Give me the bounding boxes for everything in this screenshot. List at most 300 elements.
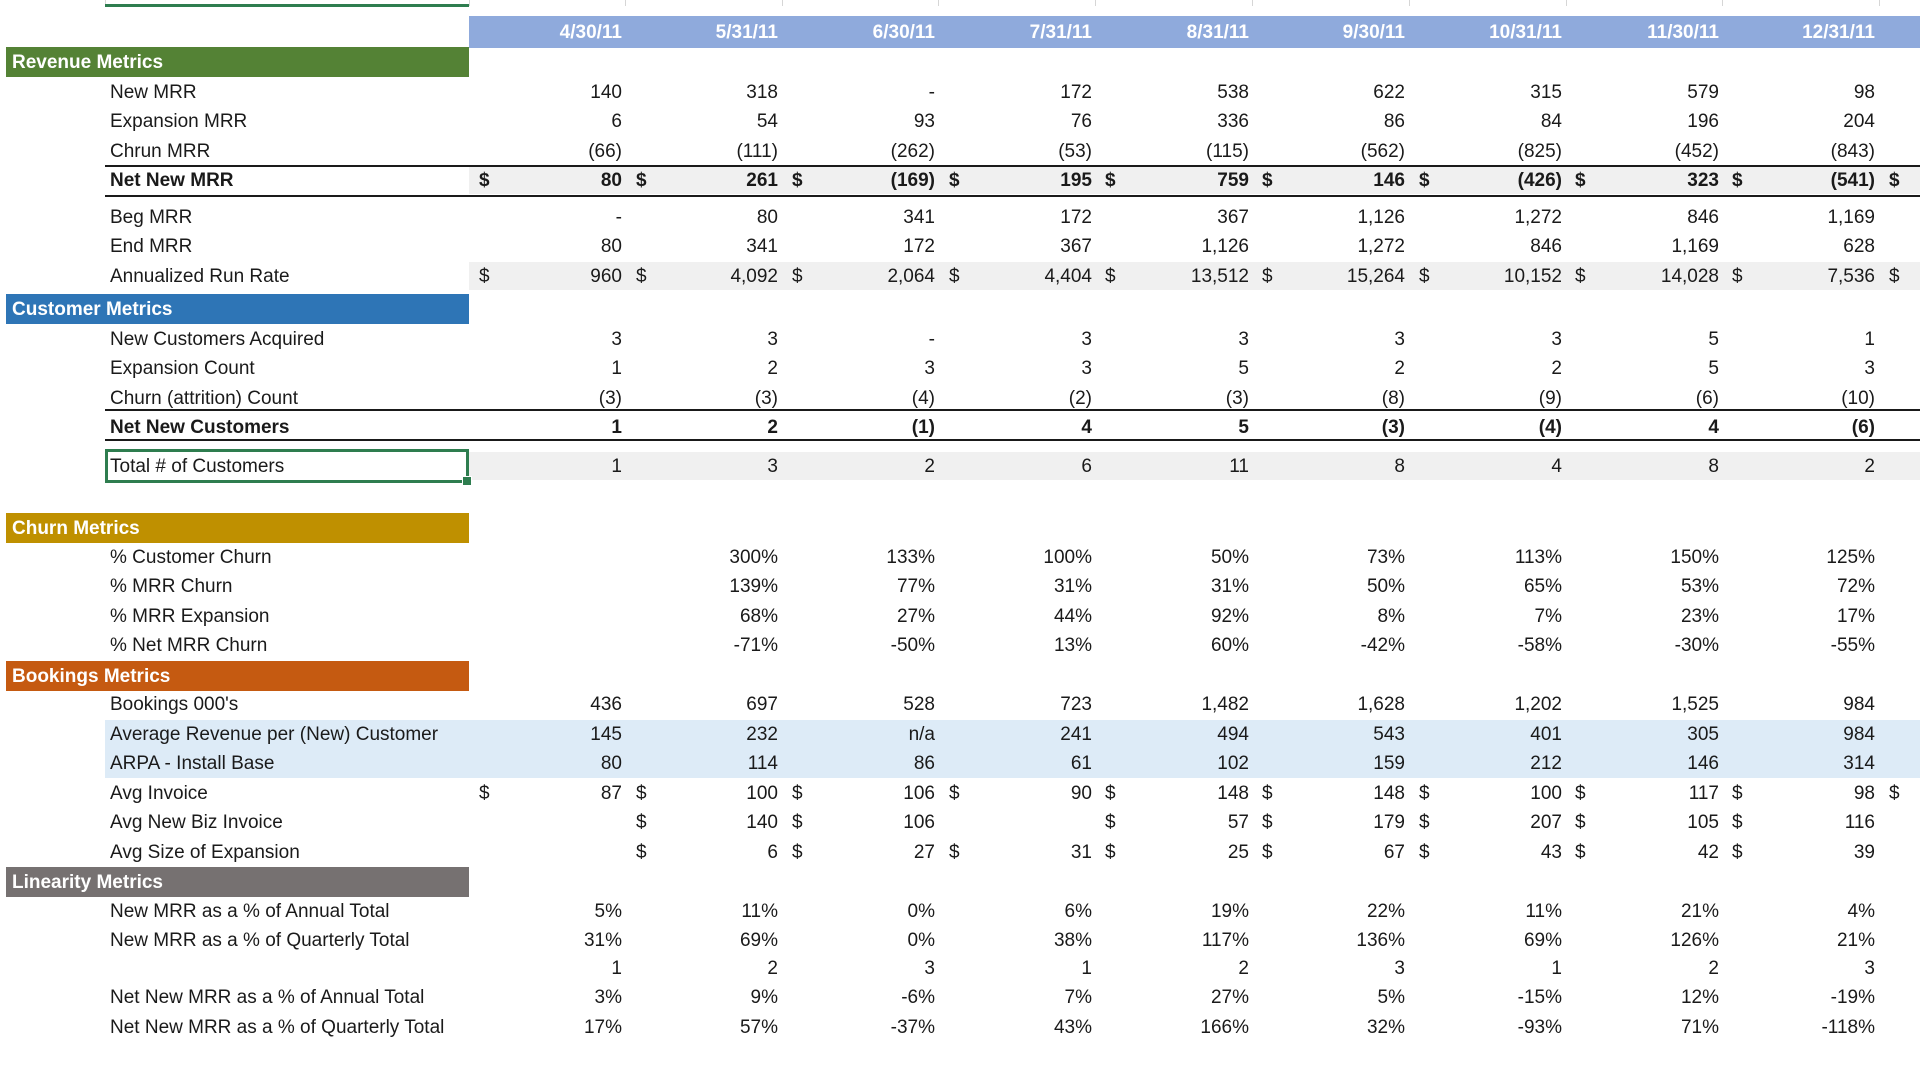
cell[interactable]: (6) [1851, 417, 1875, 438]
cell[interactable]: 50% [1366, 576, 1405, 597]
cell[interactable]: 10,152 [1503, 266, 1562, 287]
cell[interactable]: 11 [1229, 456, 1249, 477]
cell[interactable]: 212 [1530, 753, 1562, 774]
cell[interactable]: 93 [913, 111, 935, 132]
cell[interactable]: 241 [1060, 724, 1092, 745]
row-label[interactable]: Expansion MRR [110, 111, 248, 132]
cell[interactable]: 148 [1217, 783, 1249, 804]
cell[interactable]: 3 [1394, 958, 1405, 979]
cell[interactable]: 172 [903, 236, 935, 257]
section-header-revenue[interactable]: Revenue Metrics [6, 47, 469, 77]
cell[interactable]: 21% [1680, 901, 1719, 922]
cell[interactable]: (8) [1381, 388, 1405, 409]
row-label[interactable]: Churn (attrition) Count [110, 388, 298, 409]
cell[interactable]: n/a [908, 724, 935, 745]
cell[interactable]: 305 [1687, 724, 1719, 745]
row-label[interactable]: % MRR Churn [110, 576, 233, 597]
cell[interactable]: 9% [750, 987, 778, 1008]
cell[interactable]: 6 [767, 842, 778, 863]
cell[interactable]: 759 [1217, 170, 1249, 191]
cell[interactable]: 73% [1366, 547, 1405, 568]
cell[interactable]: 172 [1060, 82, 1092, 103]
cell[interactable]: (4) [1538, 417, 1562, 438]
cell[interactable]: (452) [1674, 141, 1719, 162]
cell[interactable]: 318 [746, 82, 778, 103]
cell[interactable]: 204 [1843, 111, 1875, 132]
cell[interactable]: 31% [1210, 576, 1249, 597]
cell[interactable]: 3 [767, 456, 778, 477]
cell[interactable]: 65% [1523, 576, 1562, 597]
cell[interactable]: 44% [1053, 606, 1092, 627]
cell[interactable]: 579 [1687, 82, 1719, 103]
cell[interactable]: 196 [1687, 111, 1719, 132]
cell[interactable]: (3) [754, 388, 778, 409]
cell[interactable]: 1,202 [1514, 694, 1562, 715]
cell[interactable]: 4 [1551, 456, 1562, 477]
cell[interactable]: 7% [1534, 606, 1562, 627]
cell[interactable]: 622 [1373, 82, 1405, 103]
cell[interactable]: 232 [746, 724, 778, 745]
cell[interactable]: -93% [1517, 1017, 1562, 1038]
cell[interactable]: 8 [1708, 456, 1719, 477]
cell[interactable]: 6% [1064, 901, 1092, 922]
row-label[interactable]: Net New Customers [110, 417, 290, 438]
cell[interactable]: (111) [736, 141, 778, 162]
cell[interactable]: -15% [1517, 987, 1562, 1008]
cell[interactable]: (825) [1517, 141, 1562, 162]
cell[interactable]: 528 [903, 694, 935, 715]
cell[interactable]: 39 [1853, 842, 1875, 863]
cell[interactable]: 100 [746, 783, 778, 804]
cell[interactable]: 543 [1373, 724, 1405, 745]
cell[interactable]: -58% [1517, 635, 1562, 656]
cell[interactable]: 133% [886, 547, 935, 568]
cell[interactable]: 136% [1356, 930, 1405, 951]
cell[interactable]: 50% [1210, 547, 1249, 568]
cell[interactable]: 315 [1530, 82, 1562, 103]
row-pct-customer-churn [0, 543, 1920, 572]
cell[interactable]: 3 [1394, 329, 1405, 350]
cell[interactable]: (3) [1381, 417, 1405, 438]
cell[interactable]: 106 [903, 783, 935, 804]
cell[interactable]: 1,482 [1201, 694, 1249, 715]
cell[interactable]: 43% [1053, 1017, 1092, 1038]
currency-symbol: $ [1419, 812, 1430, 833]
cell[interactable]: 60% [1210, 635, 1249, 656]
cell[interactable]: 367 [1217, 207, 1249, 228]
cell[interactable]: (53) [1058, 141, 1092, 162]
cell[interactable]: 2 [767, 358, 778, 379]
cell[interactable]: 87 [600, 783, 622, 804]
section-header-churn[interactable]: Churn Metrics [6, 513, 469, 543]
cell[interactable]: 27% [1210, 987, 1249, 1008]
cell[interactable]: 68% [739, 606, 778, 627]
cell[interactable]: 13,512 [1190, 266, 1249, 287]
cell[interactable]: 21% [1836, 930, 1875, 951]
cell[interactable]: 3 [1551, 329, 1562, 350]
cell[interactable]: 146 [1373, 170, 1405, 191]
cell[interactable]: - [928, 82, 935, 103]
cell[interactable] [492, 631, 622, 660]
cell[interactable]: 6 [1081, 456, 1092, 477]
period-header-5[interactable]: 9/30/11 [1342, 22, 1405, 43]
cell[interactable]: 984 [1843, 724, 1875, 745]
cell[interactable]: 2 [1708, 958, 1719, 979]
cell[interactable]: 146 [1687, 753, 1719, 774]
cell[interactable]: 4,404 [1044, 266, 1092, 287]
cell[interactable]: 1,525 [1671, 694, 1719, 715]
cell[interactable]: 846 [1530, 236, 1562, 257]
cell[interactable]: 145 [590, 724, 622, 745]
cell[interactable]: 5% [1377, 987, 1405, 1008]
currency-symbol: $ [1105, 842, 1116, 863]
cell[interactable]: 100 [1530, 783, 1562, 804]
cell[interactable]: 336 [1217, 111, 1249, 132]
cell[interactable]: 125% [1826, 547, 1875, 568]
cell[interactable]: (843) [1830, 141, 1875, 162]
cell[interactable]: 27 [913, 842, 935, 863]
period-header-4[interactable]: 8/31/11 [1186, 22, 1249, 43]
cell[interactable]: 105 [1687, 812, 1719, 833]
cell[interactable]: 98 [1853, 82, 1875, 103]
cell[interactable]: 22% [1366, 901, 1405, 922]
cell[interactable]: 1,169 [1827, 207, 1875, 228]
cell[interactable]: 1 [1864, 329, 1875, 350]
cell[interactable]: 341 [903, 207, 935, 228]
row-label[interactable]: Beg MRR [110, 207, 193, 228]
row-label[interactable]: % Customer Churn [110, 547, 272, 568]
cell[interactable]: 5 [1708, 358, 1719, 379]
cell[interactable]: 159 [1373, 753, 1405, 774]
cell[interactable]: 3 [1864, 358, 1875, 379]
cell[interactable]: 32% [1366, 1017, 1405, 1038]
cell[interactable]: -118% [1821, 1017, 1875, 1038]
cell[interactable]: 367 [1060, 236, 1092, 257]
cell[interactable]: 984 [1843, 694, 1875, 715]
cell[interactable]: 3 [767, 329, 778, 350]
cell[interactable] [492, 602, 622, 631]
cell[interactable]: 341 [746, 236, 778, 257]
period-header-3[interactable]: 7/31/11 [1029, 22, 1092, 43]
cell[interactable]: 31% [583, 930, 622, 951]
currency-symbol: $ [949, 783, 960, 804]
cell[interactable]: 697 [746, 694, 778, 715]
row-label[interactable]: Bookings 000's [110, 694, 239, 715]
cell[interactable]: (169) [890, 170, 935, 191]
cell[interactable]: 139% [729, 576, 778, 597]
cell[interactable]: 172 [1060, 207, 1092, 228]
cell[interactable]: 1 [611, 358, 622, 379]
cell[interactable]: 538 [1217, 82, 1249, 103]
row-label[interactable]: End MRR [110, 236, 193, 257]
currency-symbol: $ [1575, 842, 1586, 863]
cell[interactable]: 54 [756, 111, 778, 132]
cell[interactable]: 195 [1060, 170, 1092, 191]
cell[interactable]: 1,272 [1357, 236, 1405, 257]
cell[interactable]: 323 [1687, 170, 1719, 191]
cell[interactable]: 25 [1227, 842, 1249, 863]
cell[interactable]: 80 [600, 753, 622, 774]
cell[interactable]: 42 [1697, 842, 1719, 863]
cell[interactable]: (541) [1830, 170, 1875, 191]
cell[interactable]: (2) [1068, 388, 1092, 409]
cell[interactable]: 2 [924, 456, 935, 477]
cell[interactable]: 0% [907, 901, 935, 922]
currency-symbol: $ [1732, 842, 1743, 863]
cell[interactable]: 126% [1670, 930, 1719, 951]
cell[interactable]: 8 [1394, 456, 1405, 477]
cell[interactable]: 31 [1070, 842, 1092, 863]
cell[interactable]: 2 [1864, 456, 1875, 477]
cell[interactable]: 80 [600, 236, 622, 257]
cell[interactable]: (3) [1225, 388, 1249, 409]
row-label[interactable]: New Customers Acquired [110, 329, 325, 350]
cell[interactable]: 84 [1540, 111, 1562, 132]
cell[interactable]: 61 [1070, 753, 1092, 774]
cell[interactable]: 3 [1081, 329, 1092, 350]
cell[interactable]: (262) [890, 141, 935, 162]
cell[interactable]: (115) [1206, 141, 1249, 162]
cell[interactable]: -71% [733, 635, 778, 656]
cell[interactable] [492, 838, 622, 867]
cell[interactable]: 5 [1708, 329, 1719, 350]
cell[interactable]: 846 [1687, 207, 1719, 228]
period-header-1[interactable]: 5/31/11 [715, 22, 778, 43]
cell[interactable]: 3 [611, 329, 622, 350]
cell[interactable]: 436 [590, 694, 622, 715]
row-label[interactable]: % Net MRR Churn [110, 635, 268, 656]
cell[interactable]: 19% [1210, 901, 1249, 922]
row-net-new-mrr [0, 166, 1920, 195]
cell[interactable]: 401 [1530, 724, 1562, 745]
cell[interactable]: 3 [924, 358, 935, 379]
cell[interactable]: - [928, 329, 935, 350]
row-quarter-index [0, 954, 1920, 983]
cell[interactable]: -37% [890, 1017, 935, 1038]
cell[interactable]: 92% [1210, 606, 1249, 627]
cell[interactable]: (3) [598, 388, 622, 409]
cell[interactable]: (562) [1360, 141, 1405, 162]
currency-symbol: $ [1732, 812, 1743, 833]
cell[interactable]: 1 [1081, 958, 1092, 979]
cell[interactable]: 117 [1688, 783, 1719, 804]
cell[interactable]: -50% [890, 635, 935, 656]
cell[interactable]: 1 [611, 456, 622, 477]
cell[interactable]: -55% [1830, 635, 1875, 656]
cell[interactable]: 5% [594, 901, 622, 922]
cell[interactable]: 106 [903, 812, 935, 833]
period-header-7[interactable]: 11/30/11 [1647, 22, 1719, 43]
cell[interactable]: 300% [729, 547, 778, 568]
cell[interactable]: 2 [1238, 958, 1249, 979]
cell[interactable]: 3 [1081, 358, 1092, 379]
cell[interactable]: -30% [1674, 635, 1719, 656]
cell[interactable]: 140 [590, 82, 622, 103]
cell[interactable]: 2 [767, 958, 778, 979]
row-beg-mrr [0, 203, 1920, 232]
cell[interactable]: 207 [1530, 812, 1562, 833]
cell[interactable]: 4 [1708, 417, 1719, 438]
cell[interactable]: 43 [1540, 842, 1562, 863]
row-label[interactable]: ARPA - Install Base [110, 753, 275, 774]
cell[interactable] [492, 543, 622, 572]
row-label[interactable]: Avg Invoice [110, 783, 208, 804]
cell[interactable]: (426) [1517, 170, 1562, 191]
cell[interactable]: 80 [756, 207, 778, 228]
cell[interactable]: (4) [911, 388, 935, 409]
row-label[interactable]: Total # of Customers [110, 456, 285, 477]
row-label[interactable]: New MRR as a % of Quarterly Total [110, 930, 410, 951]
cell[interactable]: 98 [1853, 783, 1875, 804]
cell[interactable]: -42% [1360, 635, 1405, 656]
cell[interactable]: 0% [907, 930, 935, 951]
cell[interactable]: 723 [1060, 694, 1092, 715]
cell[interactable]: 1,272 [1514, 207, 1562, 228]
cell[interactable]: 23% [1680, 606, 1719, 627]
period-header-8[interactable]: 12/31/11 [1802, 22, 1875, 43]
row-label[interactable]: % MRR Expansion [110, 606, 270, 627]
active-cell-selection[interactable] [105, 449, 469, 483]
cell[interactable]: 80 [600, 170, 622, 191]
cell[interactable]: 494 [1217, 724, 1249, 745]
cell[interactable]: (10) [1841, 388, 1875, 409]
cell[interactable]: 3% [594, 987, 622, 1008]
row-label[interactable]: Avg New Biz Invoice [110, 812, 283, 833]
cell[interactable]: 86 [1383, 111, 1405, 132]
cell[interactable]: (6) [1695, 388, 1719, 409]
section-header-customer[interactable]: Customer Metrics [6, 294, 469, 324]
row-label[interactable]: Net New MRR [110, 170, 234, 191]
row-label[interactable]: Net New MRR as a % of Annual Total [110, 987, 425, 1008]
section-header-bookings[interactable]: Bookings Metrics [6, 661, 469, 691]
row-label[interactable]: New MRR as a % of Annual Total [110, 901, 390, 922]
cell[interactable]: 86 [913, 753, 935, 774]
cell[interactable]: 2 [1394, 358, 1405, 379]
cell[interactable]: 140 [746, 812, 778, 833]
fill-handle[interactable] [462, 476, 472, 486]
cell[interactable]: 960 [590, 266, 622, 287]
row-label[interactable]: Net New MRR as a % of Quarterly Total [110, 1017, 445, 1038]
row-label[interactable]: Average Revenue per (New) Customer [110, 724, 439, 745]
cell[interactable]: 1 [611, 958, 622, 979]
cell[interactable]: 8% [1377, 606, 1405, 627]
cell[interactable]: 1,126 [1357, 207, 1405, 228]
cell[interactable]: 1 [611, 417, 622, 438]
row-label[interactable]: Expansion Count [110, 358, 255, 379]
section-header-linearity[interactable]: Linearity Metrics [6, 867, 469, 897]
cell[interactable]: 4% [1847, 901, 1875, 922]
cell[interactable] [962, 808, 1092, 837]
cell[interactable]: 1 [1551, 958, 1562, 979]
cell[interactable]: 5 [1238, 358, 1249, 379]
row-new-customers [0, 325, 1920, 354]
cell[interactable]: 57 [1227, 812, 1249, 833]
cell[interactable] [492, 572, 622, 601]
cell[interactable]: -6% [901, 987, 935, 1008]
cell[interactable]: 100% [1043, 547, 1092, 568]
cell[interactable]: 117% [1201, 930, 1249, 951]
cell[interactable]: 314 [1843, 753, 1875, 774]
cell[interactable]: 114 [747, 753, 778, 774]
cell[interactable]: 1,169 [1671, 236, 1719, 257]
row-label[interactable]: Avg Size of Expansion [110, 842, 300, 863]
cell[interactable]: 69% [739, 930, 778, 951]
cell[interactable]: 17% [1836, 606, 1875, 627]
cell[interactable]: (66) [588, 141, 622, 162]
cell[interactable]: 179 [1373, 812, 1405, 833]
cell[interactable]: 116 [1844, 812, 1875, 833]
cell[interactable] [492, 808, 622, 837]
cell[interactable]: 11% [1525, 901, 1562, 922]
period-header-6[interactable]: 10/31/11 [1489, 22, 1562, 43]
cell[interactable]: 53% [1680, 576, 1719, 597]
row-expansion-count [0, 354, 1920, 383]
cell[interactable]: 7% [1064, 987, 1092, 1008]
currency-symbol: $ [1889, 170, 1900, 191]
cell[interactable]: - [615, 207, 622, 228]
cell[interactable]: (9) [1538, 388, 1562, 409]
cell[interactable]: 76 [1070, 111, 1092, 132]
currency-symbol: $ [1732, 783, 1743, 804]
row-label[interactable]: New MRR [110, 82, 197, 103]
cell[interactable]: 11% [741, 901, 778, 922]
cell[interactable]: 2 [1551, 358, 1562, 379]
period-header-0[interactable]: 4/30/11 [559, 22, 622, 43]
cell[interactable]: 31% [1053, 576, 1092, 597]
cell[interactable]: -19% [1830, 987, 1875, 1008]
cell[interactable]: 102 [1217, 753, 1249, 774]
cell[interactable]: 69% [1523, 930, 1562, 951]
cell[interactable]: 113% [1514, 547, 1562, 568]
cell[interactable]: 148 [1373, 783, 1405, 804]
cell[interactable]: 27% [896, 606, 935, 627]
cell[interactable]: 4 [1081, 417, 1092, 438]
cell[interactable]: 261 [746, 170, 778, 191]
cell[interactable]: 3 [1864, 958, 1875, 979]
cell[interactable]: 57% [739, 1017, 778, 1038]
cell[interactable]: 628 [1843, 236, 1875, 257]
cell[interactable]: 4,092 [730, 266, 778, 287]
cell[interactable]: 13% [1053, 635, 1092, 656]
row-churn-mrr [0, 137, 1920, 166]
cell[interactable]: 150% [1670, 547, 1719, 568]
cell[interactable]: 3 [1238, 329, 1249, 350]
cell[interactable]: 17% [583, 1017, 622, 1038]
cell[interactable]: 6 [611, 111, 622, 132]
cell[interactable]: 14,028 [1660, 266, 1719, 287]
cell[interactable]: 12% [1680, 987, 1719, 1008]
row-label[interactable]: Annualized Run Rate [110, 266, 290, 287]
cell[interactable]: 38% [1053, 930, 1092, 951]
cell[interactable]: 2,064 [887, 266, 935, 287]
cell[interactable]: 2 [767, 417, 778, 438]
cell[interactable]: 5 [1238, 417, 1249, 438]
cell[interactable]: 7,536 [1827, 266, 1875, 287]
row-label[interactable]: Chrun MRR [110, 141, 211, 162]
cell[interactable]: (1) [911, 417, 935, 438]
cell[interactable]: 15,264 [1346, 266, 1405, 287]
cell[interactable]: 67 [1383, 842, 1405, 863]
cell[interactable]: 71% [1680, 1017, 1719, 1038]
period-header-2[interactable]: 6/30/11 [872, 22, 935, 43]
cell[interactable]: 77% [896, 576, 935, 597]
cell[interactable]: 1,628 [1357, 694, 1405, 715]
cell[interactable]: 72% [1836, 576, 1875, 597]
cell[interactable]: 1,126 [1201, 236, 1249, 257]
cell[interactable]: 90 [1070, 783, 1092, 804]
cell[interactable]: 3 [924, 958, 935, 979]
cell[interactable]: 166% [1200, 1017, 1249, 1038]
